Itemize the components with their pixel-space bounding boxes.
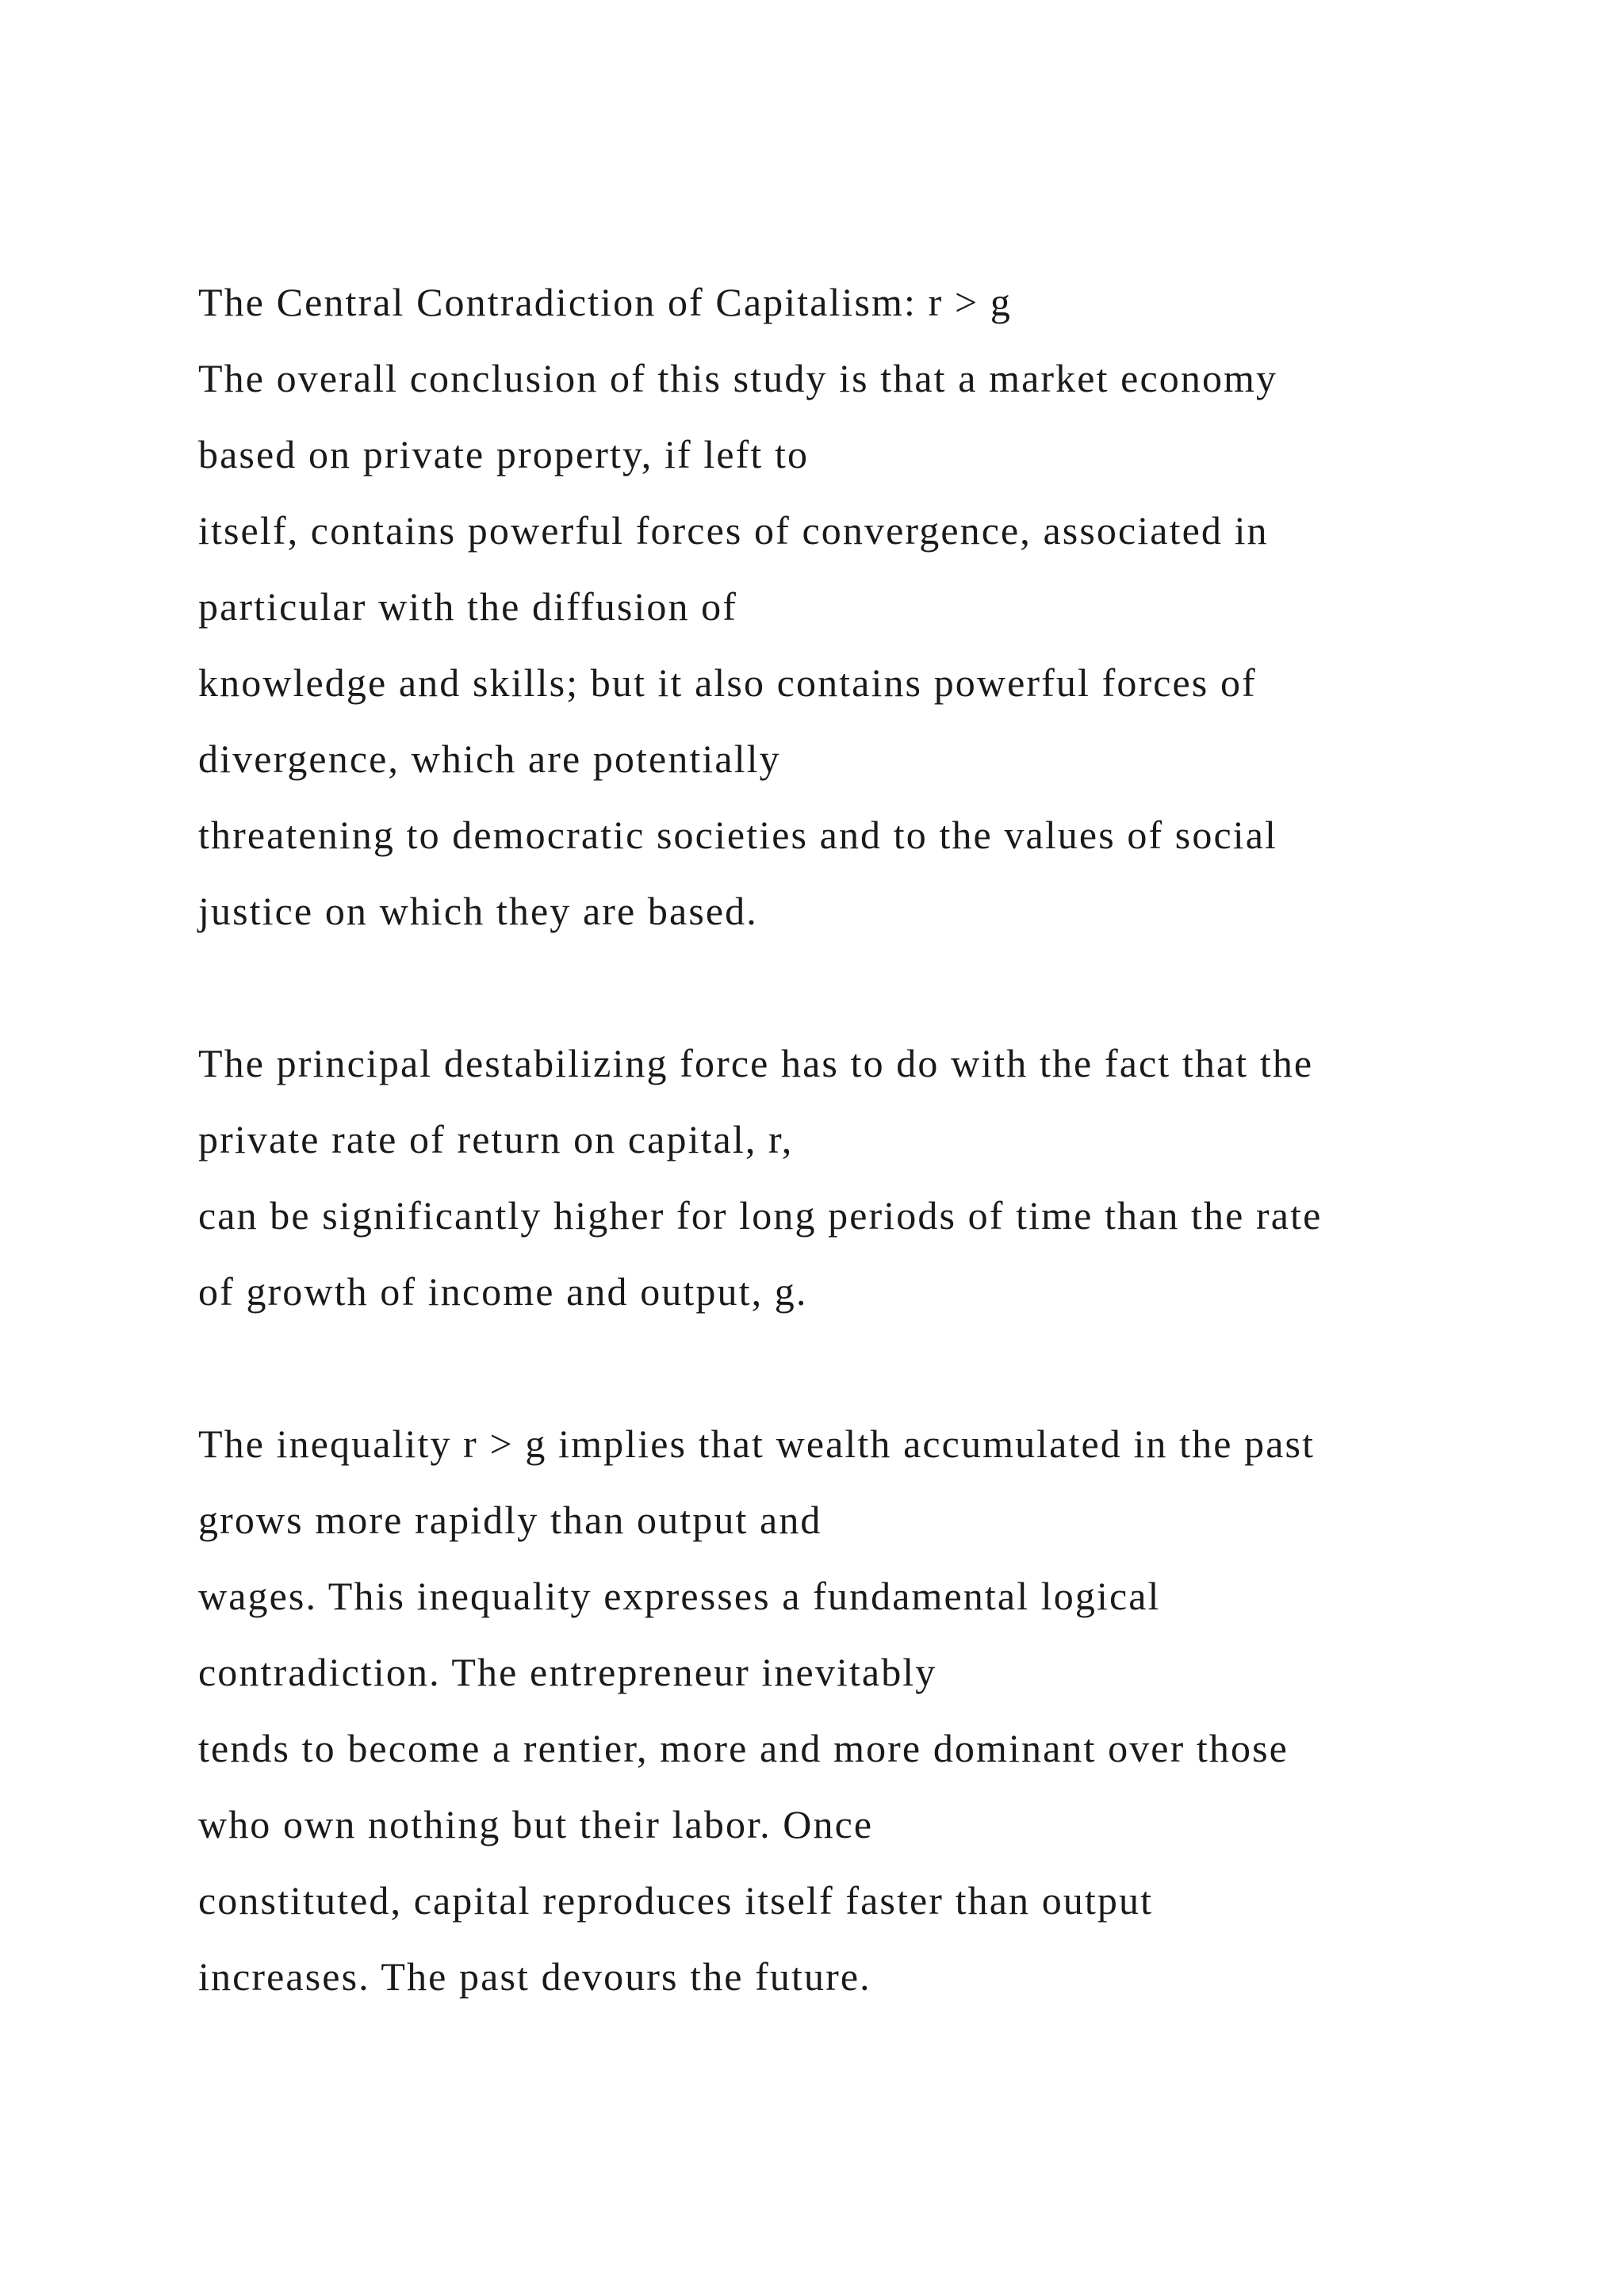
text-line: can be significantly higher for long periods of time than the rate [198,1193,1323,1238]
text-line: The principal destabilizing force has to do with the fact that the [198,1041,1314,1085]
paragraph-1 [198,264,1586,949]
text-line: knowledge and skills; but it also contains powerful forces of [198,660,1257,705]
text-line: itself, contains powerful forces of convergence, associated in [198,508,1269,553]
document-body [198,264,1586,2015]
paragraph-spacer [198,949,1586,1025]
text-line: grows more rapidly than output and [198,1498,822,1542]
text-line: of growth of income and output, g. [198,1269,808,1314]
text-line: threatening to democratic societies and to the values of social [198,813,1278,857]
text-line: divergence, which are potentially [198,737,781,781]
text-line: The overall conclusion of this study is that a market economy [198,356,1278,400]
text-line: who own nothing but their labor. Once [198,1802,874,1846]
text-line: constituted, capital reproduces itself faster than output [198,1878,1154,1923]
text-line: increases. The past devours the future. [198,1954,871,1999]
paragraph-spacer [198,1330,1586,1406]
text-line: based on private property, if left to [198,432,810,476]
text-line: contradiction. The entrepreneur inevitably [198,1650,937,1694]
text-line: wages. This inequality expresses a fundamental logical [198,1574,1161,1618]
text-line: The inequality r > g implies that wealth accumulated in the past [198,1422,1316,1466]
text-line: particular with the diffusion of [198,584,738,629]
text-line: private rate of return on capital, r, [198,1117,794,1161]
paragraph-2 [198,1025,1586,1330]
document-title: The Central Contradiction of Capitalism: r > g [198,280,1012,324]
text-line: tends to become a rentier, more and more dominant over those [198,1726,1289,1770]
paragraph-3 [198,1406,1586,2015]
text-line: justice on which they are based. [198,889,758,933]
